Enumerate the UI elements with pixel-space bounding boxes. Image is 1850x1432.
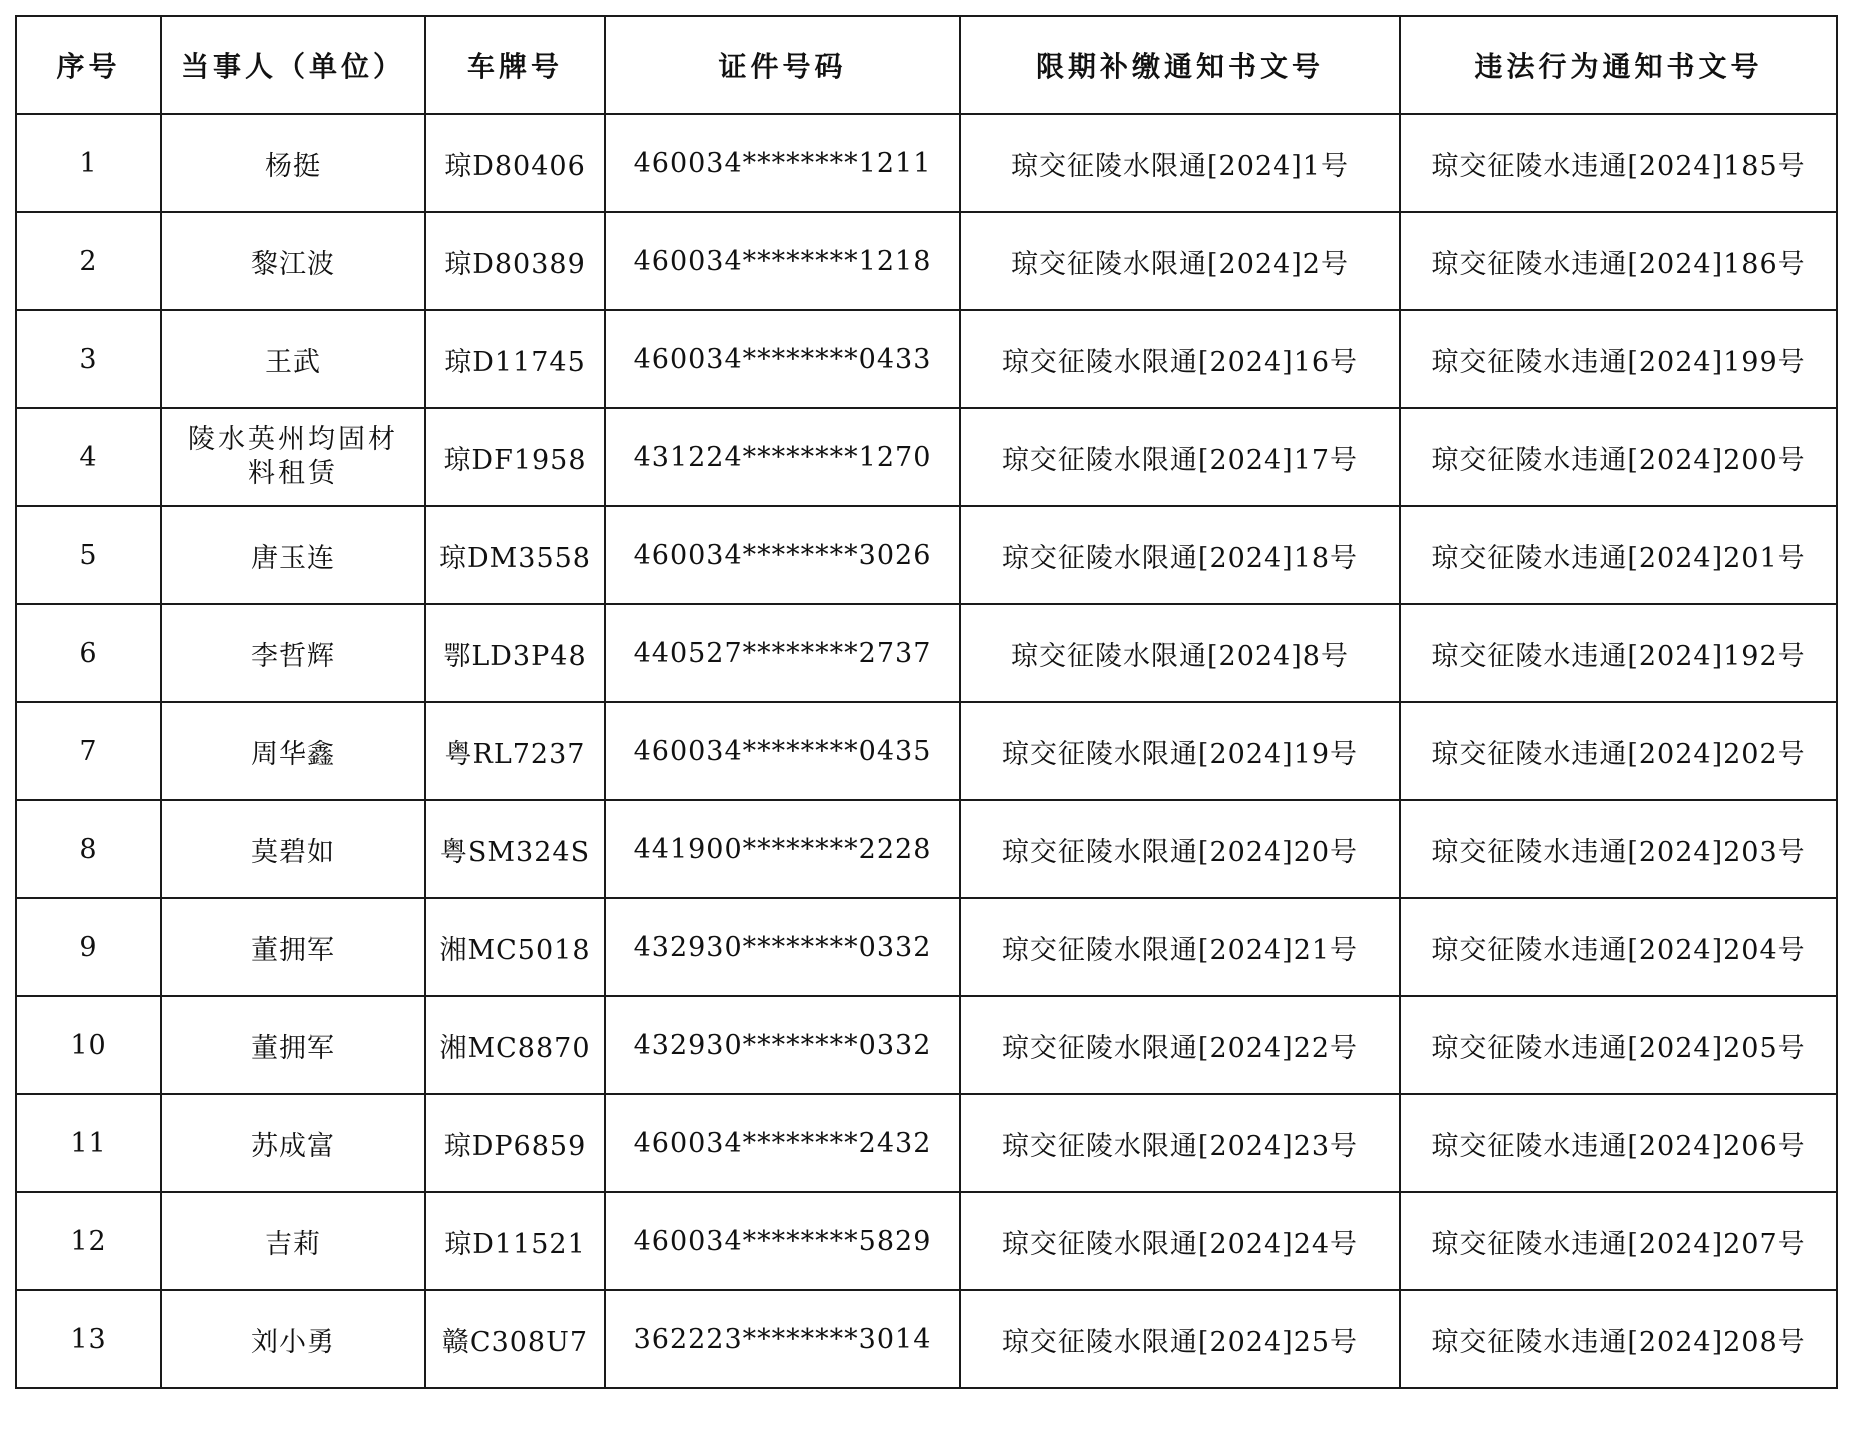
id-number-cell: 460034********1211 bbox=[605, 114, 960, 212]
party-cell: 董拥军 bbox=[161, 996, 425, 1094]
id-number-cell: 441900********2228 bbox=[605, 800, 960, 898]
plate-number-cell: 琼D11745 bbox=[425, 310, 605, 408]
serial-number-cell: 1 bbox=[16, 114, 161, 212]
serial-number-cell: 2 bbox=[16, 212, 161, 310]
id-number-cell: 431224********1270 bbox=[605, 408, 960, 506]
violation-notice-cell: 琼交征陵水违通[2024]205号 bbox=[1400, 996, 1837, 1094]
payment-notice-cell: 琼交征陵水限通[2024]1号 bbox=[960, 114, 1400, 212]
serial-number-cell: 13 bbox=[16, 1290, 161, 1388]
serial-number-cell: 12 bbox=[16, 1192, 161, 1290]
table-row bbox=[16, 898, 1837, 996]
table-row bbox=[16, 506, 1837, 604]
party-cell: 王武 bbox=[161, 310, 425, 408]
plate-number-cell: 赣C308U7 bbox=[425, 1290, 605, 1388]
payment-notice-cell: 琼交征陵水限通[2024]18号 bbox=[960, 506, 1400, 604]
table-row bbox=[16, 1094, 1837, 1192]
payment-notice-cell: 琼交征陵水限通[2024]25号 bbox=[960, 1290, 1400, 1388]
header-plate-number: 车牌号 bbox=[425, 16, 605, 114]
violation-notice-cell: 琼交征陵水违通[2024]201号 bbox=[1400, 506, 1837, 604]
plate-number-cell: 湘MC8870 bbox=[425, 996, 605, 1094]
table-header bbox=[16, 16, 1837, 114]
payment-notice-cell: 琼交征陵水限通[2024]8号 bbox=[960, 604, 1400, 702]
id-number-cell: 460034********3026 bbox=[605, 506, 960, 604]
plate-number-cell: 琼DP6859 bbox=[425, 1094, 605, 1192]
table-row bbox=[16, 114, 1837, 212]
plate-number-cell: 粤RL7237 bbox=[425, 702, 605, 800]
plate-number-cell: 琼DM3558 bbox=[425, 506, 605, 604]
party-cell: 吉莉 bbox=[161, 1192, 425, 1290]
party-cell: 陵水英州均固材料租赁 bbox=[161, 408, 425, 506]
serial-number-cell: 5 bbox=[16, 506, 161, 604]
table-row bbox=[16, 702, 1837, 800]
header-serial-number: 序号 bbox=[16, 16, 161, 114]
party-cell: 董拥军 bbox=[161, 898, 425, 996]
violation-notice-cell: 琼交征陵水违通[2024]202号 bbox=[1400, 702, 1837, 800]
id-number-cell: 460034********1218 bbox=[605, 212, 960, 310]
table-row bbox=[16, 604, 1837, 702]
serial-number-cell: 10 bbox=[16, 996, 161, 1094]
violation-notice-cell: 琼交征陵水违通[2024]185号 bbox=[1400, 114, 1837, 212]
plate-number-cell: 琼D11521 bbox=[425, 1192, 605, 1290]
table-row bbox=[16, 1290, 1837, 1388]
payment-notice-cell: 琼交征陵水限通[2024]22号 bbox=[960, 996, 1400, 1094]
id-number-cell: 460034********0435 bbox=[605, 702, 960, 800]
violation-notice-cell: 琼交征陵水违通[2024]199号 bbox=[1400, 310, 1837, 408]
plate-number-cell: 湘MC5018 bbox=[425, 898, 605, 996]
id-number-cell: 460034********2432 bbox=[605, 1094, 960, 1192]
header-id-number: 证件号码 bbox=[605, 16, 960, 114]
plate-number-cell: 粤SM324S bbox=[425, 800, 605, 898]
payment-notice-cell: 琼交征陵水限通[2024]19号 bbox=[960, 702, 1400, 800]
violation-notice-cell: 琼交征陵水违通[2024]208号 bbox=[1400, 1290, 1837, 1388]
serial-number-cell: 4 bbox=[16, 408, 161, 506]
serial-number-cell: 8 bbox=[16, 800, 161, 898]
party-cell: 杨挺 bbox=[161, 114, 425, 212]
serial-number-cell: 11 bbox=[16, 1094, 161, 1192]
plate-number-cell: 琼D80406 bbox=[425, 114, 605, 212]
id-number-cell: 432930********0332 bbox=[605, 898, 960, 996]
notice-table bbox=[15, 15, 1838, 1389]
header-payment-notice-number: 限期补缴通知书文号 bbox=[960, 16, 1400, 114]
violation-notice-cell: 琼交征陵水违通[2024]204号 bbox=[1400, 898, 1837, 996]
violation-notice-cell: 琼交征陵水违通[2024]200号 bbox=[1400, 408, 1837, 506]
serial-number-cell: 9 bbox=[16, 898, 161, 996]
party-cell: 周华鑫 bbox=[161, 702, 425, 800]
payment-notice-cell: 琼交征陵水限通[2024]24号 bbox=[960, 1192, 1400, 1290]
party-cell: 刘小勇 bbox=[161, 1290, 425, 1388]
party-cell: 唐玉连 bbox=[161, 506, 425, 604]
party-cell: 黎江波 bbox=[161, 212, 425, 310]
header-violation-notice-number: 违法行为通知书文号 bbox=[1400, 16, 1837, 114]
id-number-cell: 460034********5829 bbox=[605, 1192, 960, 1290]
violation-notice-cell: 琼交征陵水违通[2024]186号 bbox=[1400, 212, 1837, 310]
payment-notice-cell: 琼交征陵水限通[2024]21号 bbox=[960, 898, 1400, 996]
party-cell: 莫碧如 bbox=[161, 800, 425, 898]
payment-notice-cell: 琼交征陵水限通[2024]23号 bbox=[960, 1094, 1400, 1192]
plate-number-cell: 琼D80389 bbox=[425, 212, 605, 310]
payment-notice-cell: 琼交征陵水限通[2024]20号 bbox=[960, 800, 1400, 898]
table-row bbox=[16, 212, 1837, 310]
plate-number-cell: 琼DF1958 bbox=[425, 408, 605, 506]
table-row bbox=[16, 310, 1837, 408]
id-number-cell: 440527********2737 bbox=[605, 604, 960, 702]
serial-number-cell: 7 bbox=[16, 702, 161, 800]
id-number-cell: 362223********3014 bbox=[605, 1290, 960, 1388]
violation-notice-cell: 琼交征陵水违通[2024]203号 bbox=[1400, 800, 1837, 898]
payment-notice-cell: 琼交征陵水限通[2024]2号 bbox=[960, 212, 1400, 310]
table-row bbox=[16, 408, 1837, 506]
violation-notice-cell: 琼交征陵水违通[2024]207号 bbox=[1400, 1192, 1837, 1290]
table-row bbox=[16, 1192, 1837, 1290]
party-cell: 苏成富 bbox=[161, 1094, 425, 1192]
id-number-cell: 460034********0433 bbox=[605, 310, 960, 408]
table-row bbox=[16, 800, 1837, 898]
party-cell: 李哲辉 bbox=[161, 604, 425, 702]
violation-notice-cell: 琼交征陵水违通[2024]206号 bbox=[1400, 1094, 1837, 1192]
serial-number-cell: 3 bbox=[16, 310, 161, 408]
plate-number-cell: 鄂LD3P48 bbox=[425, 604, 605, 702]
header-row bbox=[16, 16, 1837, 114]
id-number-cell: 432930********0332 bbox=[605, 996, 960, 1094]
violation-notice-cell: 琼交征陵水违通[2024]192号 bbox=[1400, 604, 1837, 702]
header-party: 当事人（单位） bbox=[161, 16, 425, 114]
payment-notice-cell: 琼交征陵水限通[2024]17号 bbox=[960, 408, 1400, 506]
payment-notice-cell: 琼交征陵水限通[2024]16号 bbox=[960, 310, 1400, 408]
serial-number-cell: 6 bbox=[16, 604, 161, 702]
table-row bbox=[16, 996, 1837, 1094]
table-body bbox=[16, 114, 1837, 1388]
